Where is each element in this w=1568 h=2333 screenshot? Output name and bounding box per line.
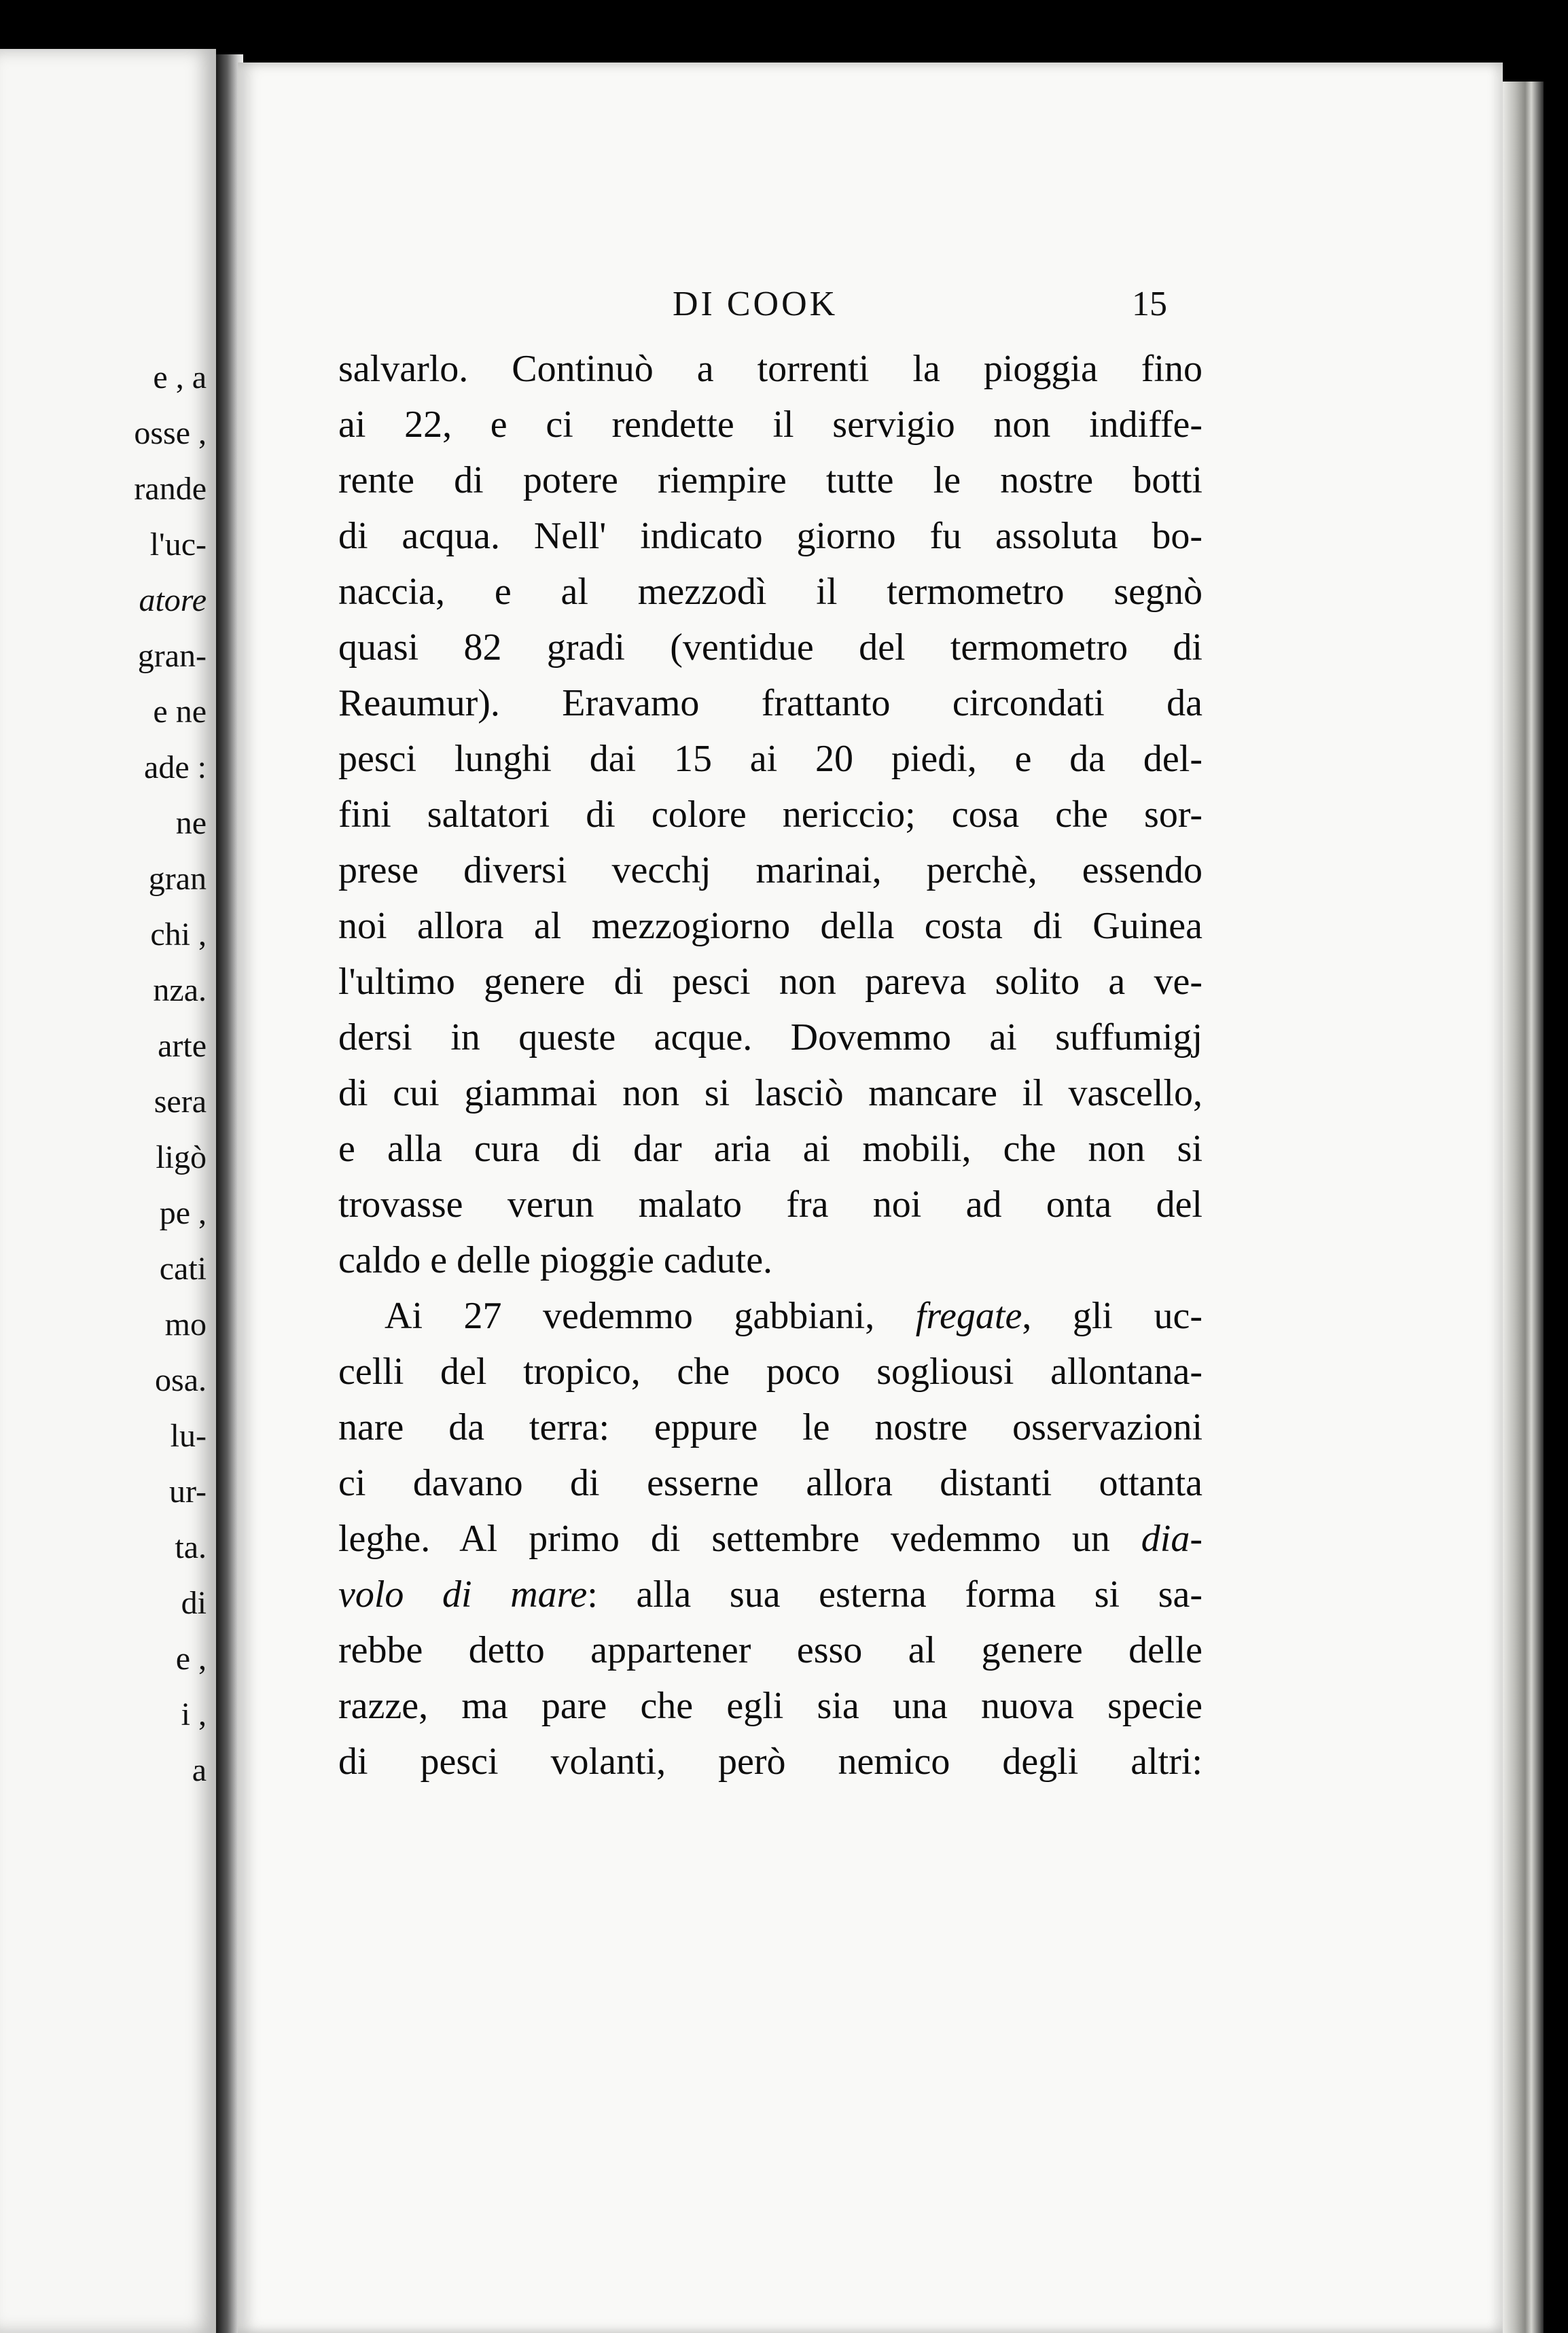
left-page-fragment: osa. [155, 1362, 207, 1398]
left-page-fragment: osse , [134, 415, 207, 451]
text-line [338, 1344, 1202, 1400]
text-line [338, 898, 1202, 954]
text-run: leghe. Al primo di settembre vedemmo un [338, 1518, 1141, 1560]
left-page-fragment: atore [139, 582, 207, 618]
text-run: salvarlo. Continuò a torrenti la pioggia fino [338, 348, 1202, 390]
page-number: 15 [1132, 285, 1167, 323]
text-line [338, 842, 1202, 898]
text-run: ci davano di esserne allora distanti ottanta [338, 1462, 1202, 1504]
left-page-fragment: a [192, 1752, 207, 1788]
text-run: trovasse verun malato fra noi ad onta del [338, 1183, 1202, 1226]
text-run: Reaumur). Eravamo frattanto circondati da [338, 682, 1202, 724]
text-run: di cui giammai non si lasciò mancare il vascello, [338, 1072, 1202, 1114]
text-line [338, 1734, 1202, 1789]
text-line [338, 1288, 1202, 1344]
italic-text: dia- [1141, 1518, 1202, 1560]
text-run: rente di potere riempire tutte le nostre botti [338, 459, 1202, 501]
left-page-fragment: ade : [144, 749, 207, 785]
text-run: prese diversi vecchj marinai, perchè, essendo [338, 849, 1202, 891]
text-run: pesci lunghi dai 15 ai 20 piedi, e da del- [338, 738, 1202, 780]
left-page-fragment: ne [175, 805, 207, 841]
left-page-fragment: cati [159, 1251, 207, 1287]
left-page-fragment: arte [158, 1028, 207, 1064]
text-line [338, 1010, 1202, 1065]
text-run: , gli uc- [1022, 1295, 1202, 1337]
text-run: nare da terra: eppure le nostre osservazioni [338, 1406, 1202, 1448]
left-page-fragment: pe , [159, 1195, 207, 1231]
text-line [338, 1622, 1202, 1678]
left-page-fragment: i , [181, 1696, 207, 1732]
text-run: di pesci volanti, però nemico degli altri: [338, 1741, 1202, 1783]
text-line [338, 1121, 1202, 1177]
left-page-fragment: ta. [175, 1529, 207, 1565]
text-run: l'ultimo genere di pesci non pareva solito a ve- [338, 961, 1202, 1003]
text-line [338, 1511, 1202, 1567]
left-page-fragment: ur- [168, 1474, 207, 1510]
left-page-fragment: ligò [156, 1139, 207, 1175]
text-line [338, 954, 1202, 1010]
text-run: dersi in queste acque. Dovemmo ai suffumigj [338, 1016, 1202, 1058]
text-run: di acqua. Nell' indicato giorno fu assoluta bo- [338, 515, 1202, 557]
body-text [338, 341, 1202, 1789]
text-run: quasi 82 gradi (ventidue del termometro di [338, 626, 1202, 669]
text-line [338, 1567, 1202, 1622]
text-line [338, 1065, 1202, 1121]
text-line [338, 675, 1202, 731]
text-run: ai 22, e ci rendette il servigio non indiffe- [338, 404, 1202, 446]
text-line [338, 1678, 1202, 1734]
text-run: naccia, e al mezzodì il termometro segnò [338, 571, 1202, 613]
left-page-fragment: rande [134, 471, 207, 507]
left-page-fragment: chi , [150, 916, 207, 952]
text-line [338, 341, 1202, 397]
left-page-fragment: gran- [137, 638, 207, 674]
text-run: celli del tropico, che poco sogliousi allontana- [338, 1351, 1202, 1393]
text-run: razze, ma pare che egli sia una nuova specie [338, 1685, 1202, 1727]
text-run: e alla cura di dar aria ai mobili, che non si [338, 1128, 1202, 1170]
left-page-fragment: gran [148, 861, 207, 897]
text-line [338, 787, 1202, 842]
text-line [338, 1455, 1202, 1511]
left-page-fragment: nza. [153, 972, 207, 1008]
text-line [338, 564, 1202, 620]
left-page-fragment: l'uc- [149, 527, 207, 563]
text-run: noi allora al mezzogiorno della costa di Guinea [338, 905, 1202, 947]
text-line [338, 731, 1202, 787]
left-page-fragment: sera [154, 1084, 207, 1120]
running-head: DI COOK [673, 285, 838, 323]
left-page-fragment: di [181, 1585, 207, 1621]
left-page-fragment: lu- [170, 1418, 207, 1454]
text-run: fini saltatori di colore nericcio; cosa che sor- [338, 794, 1202, 836]
text-run: : alla sua esterna forma si sa- [587, 1573, 1202, 1616]
left-page-fragment: e ne [153, 694, 207, 730]
page-edge [1503, 82, 1544, 2333]
text-line [338, 508, 1202, 564]
left-page-fragment: mo [164, 1306, 207, 1342]
text-run: caldo e delle pioggie cadute. [338, 1239, 773, 1281]
left-page-fragment: e , [175, 1641, 207, 1677]
text-line [338, 620, 1202, 675]
text-line [338, 397, 1202, 452]
text-line [338, 1232, 1202, 1288]
italic-text: volo di mare [338, 1573, 588, 1616]
text-run: Ai 27 vedemmo gabbiani, [385, 1295, 916, 1337]
text-run: rebbe detto appartener esso al genere delle [338, 1629, 1202, 1671]
page-header [238, 284, 1503, 325]
italic-text: fregate [915, 1295, 1022, 1337]
text-line [338, 452, 1202, 508]
text-line [338, 1177, 1202, 1232]
left-page-fragment: e , a [153, 359, 207, 395]
text-line [338, 1400, 1202, 1455]
left-facing-page [0, 49, 216, 2333]
